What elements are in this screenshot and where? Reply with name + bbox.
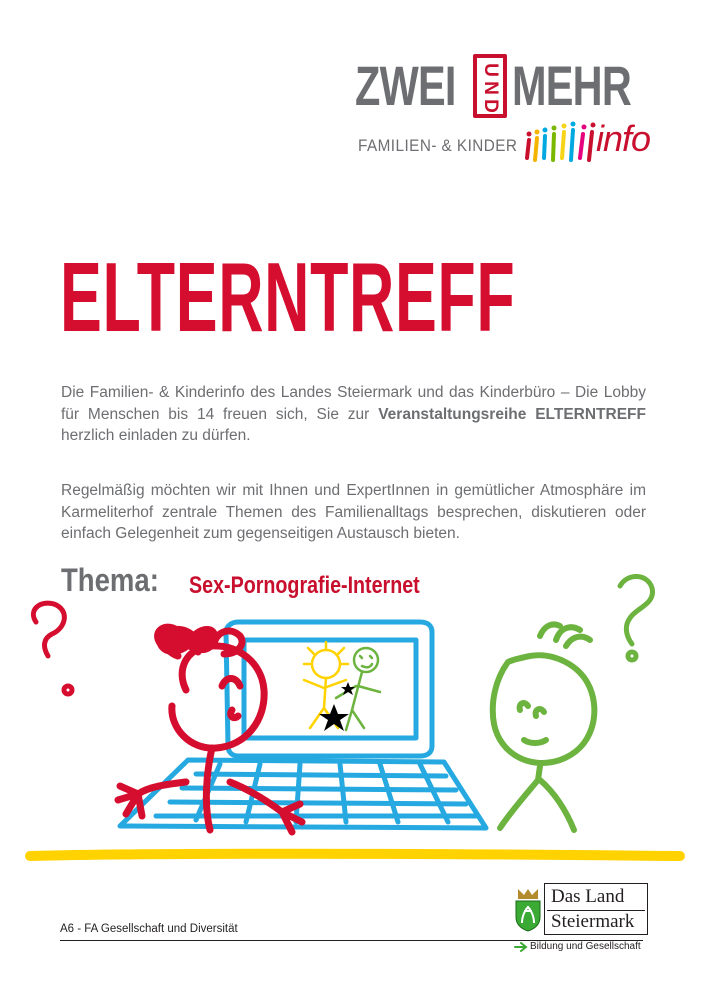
steiermark-crest-icon <box>514 887 542 933</box>
boy-figure-icon <box>493 624 595 830</box>
logo-word-mehr: MEHR <box>512 54 632 117</box>
topic-value: Sex-Pornografie-Internet <box>189 572 420 599</box>
table-line <box>30 854 680 856</box>
zwei-und-mehr-logo <box>355 52 655 172</box>
info-bars-icon <box>523 120 597 168</box>
description-paragraph: Regelmäßig möchten wir mit Ihnen und ExpertInnen in gemütlicher Atmosphäre im Karmeliterhof zentrale Themen des Familienalltags besprechen, diskutieren oder einfach Gelegenheit zum gegenseitigen Austausch bieten. <box>61 482 646 542</box>
logo-und-letter: D <box>480 99 501 113</box>
question-mark-icon <box>33 603 72 694</box>
land-name-box <box>544 883 648 935</box>
logo-word-zwei: ZWEI <box>355 54 456 117</box>
headline: ELTERNTREFF <box>60 242 516 352</box>
question-mark-icon <box>620 576 653 660</box>
logo-subtitle: FAMILIEN- & KINDER <box>358 136 518 155</box>
arrow-right-icon <box>514 942 528 952</box>
land-line-2: Steiermark <box>551 911 635 932</box>
kids-at-laptop-illustration <box>0 560 705 880</box>
logo-info-label: info <box>596 118 651 159</box>
logo-info <box>523 120 653 168</box>
intro-paragraph <box>61 382 646 447</box>
logo-und-letter: U <box>480 63 501 77</box>
land-line-1: Das Land <box>551 886 625 907</box>
intro-text-2: herzlich einladen zu dürfen. <box>61 427 251 444</box>
footer-department: A6 - FA Gesellschaft und Diversität <box>60 923 238 935</box>
intro-text-1: Die Familien- & Kinderinfo des Landes Steiermark und das Kinderbüro – Die Lobby für Menschen bis 14 freuen sich, Sie zur <box>61 384 646 423</box>
land-steiermark-logo <box>508 883 648 963</box>
logo-und-box <box>473 54 507 118</box>
logo-und-letter: N <box>480 81 501 95</box>
intro-bold: Veranstaltungsreihe ELTERNTREFF <box>378 405 646 423</box>
topic-label: Thema: <box>61 562 159 598</box>
land-department: Bildung und Gesellschaft <box>530 941 641 952</box>
